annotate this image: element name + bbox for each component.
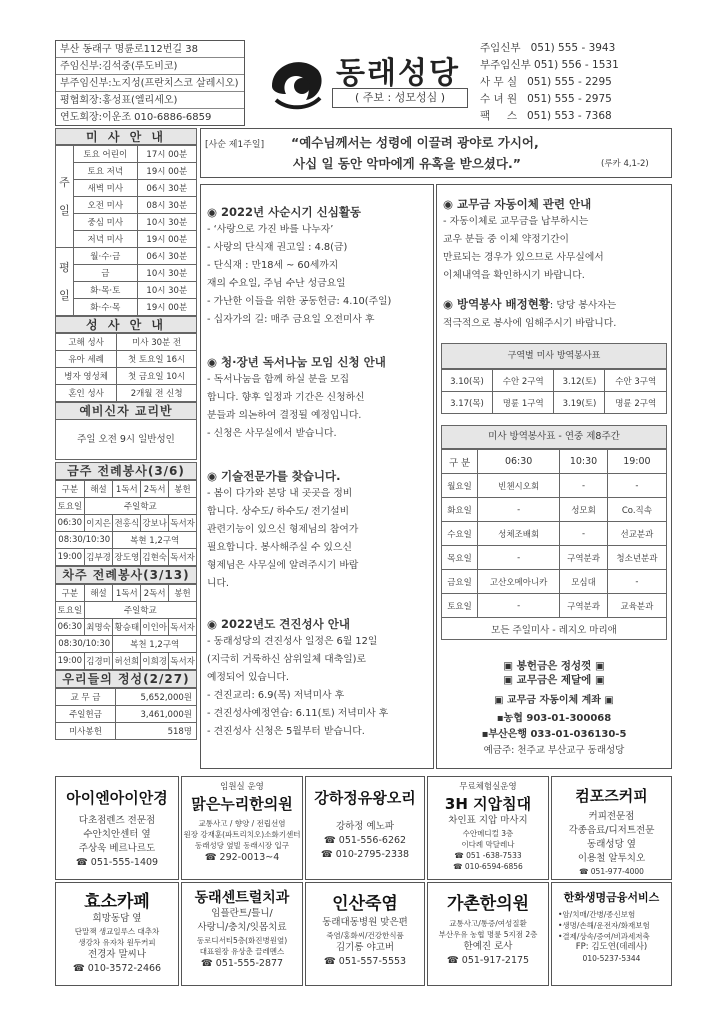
col-head: 구분 (56, 585, 85, 602)
cell: - (607, 570, 666, 594)
devotion-value: 518명 (116, 723, 197, 740)
ad-line: 임플란트/틀니/ (211, 908, 273, 919)
cell: 독서자 (169, 515, 197, 532)
col-head: 해설 (84, 481, 113, 498)
notice-line: 적극적으로 봉사에 임해주시기 바랍니다. (443, 318, 617, 329)
cell: 장도영 (113, 549, 141, 566)
notice-line: - 독서나눔을 함께 하실 분을 모집 (207, 374, 350, 385)
cell: 수안 3구역 (605, 370, 667, 392)
notice-line: 필요합니다. 봉사해주실 수 있으신 (207, 542, 352, 553)
ad-line: 대표원장 유상춘 끌레멘스 (199, 947, 285, 956)
cell: 월요일 (442, 474, 478, 498)
catechumen-title: 예비신자 교리반 (55, 402, 197, 420)
cell: 목요일 (442, 546, 478, 570)
notice-line: - 자동이체로 교무금을 납부하시는 (443, 216, 589, 227)
cell: 3.12(토) (554, 370, 605, 392)
ad-line: 이용철 알투치오 (577, 853, 646, 864)
ad-gachon-clinic (427, 882, 549, 986)
notice-line: - 견진교리: 6.9(목) 저녁미사 후 (207, 690, 345, 701)
mass-time: 19시 00분 (137, 231, 196, 248)
ad-name: 한화생명금융서비스 (563, 891, 660, 904)
ad-phone: ☎ 051-557-5553 (323, 956, 407, 967)
mass-time: 19시 00분 (137, 163, 196, 180)
ad-name: 동래센트럴치과 (194, 890, 290, 906)
cell: 성체조배회 (478, 522, 560, 546)
ad-phone: ☎ 051-977-4000 (579, 867, 644, 876)
cell: 이인아 (141, 619, 169, 636)
col-head: 1독서 (113, 481, 141, 498)
offering-line: ▣ 교무금은 제달에 ▣ (503, 674, 605, 686)
ad-oriental-clinic (181, 776, 303, 880)
address: 부산 동래구 명륜로112번길 38 (56, 41, 244, 58)
col-head: 19:00 (607, 450, 666, 474)
mass-name: 화·목·토 (74, 282, 138, 299)
ad-line: 다초점렌즈 전문점 (78, 815, 156, 826)
cell: 김현숙 (141, 549, 169, 566)
ad-phone: ☎ 051-917-2175 (446, 955, 530, 966)
this-week-title: 금주 전례봉사(3/6) (55, 462, 197, 480)
mass-time: 10시 30분 (137, 282, 196, 299)
cell: - (607, 474, 666, 498)
ad-line: 차인표 지압 마사지 (448, 815, 528, 826)
col-head: 구분 (56, 481, 85, 498)
notice-autopay (443, 195, 671, 285)
mass-name: 토요 어린이 (74, 146, 138, 163)
ad-line: •암/치매/간병/종신보험 (558, 910, 636, 919)
pastor: 주임신부:김석중(루도비코) (56, 58, 244, 75)
notice-line: - 단식재 : 만18세 ~ 60세까지 (207, 260, 339, 271)
cell: 이희경 (141, 653, 169, 670)
ad-name: 인산죽염 (332, 894, 398, 914)
notice-line: 형제님은 사무실에 알려주시기 바랍 (207, 560, 359, 571)
sacrament-name: 유아 세례 (56, 351, 117, 368)
ad-line: 원장 강재훈(파트리치오)소화기센터 (183, 830, 301, 839)
district-schedule (441, 343, 667, 414)
this-week-table (55, 480, 197, 566)
row-label: 08:30/10:30 (56, 532, 113, 549)
notice-line: 니다. (207, 578, 230, 589)
devotion-value: 3,461,000원 (116, 706, 197, 723)
quote-line-1: “예수님께서는 성령에 이끌려 광야로 가시어, (291, 135, 539, 150)
cell: 3.10(목) (442, 370, 493, 392)
cell: 토요일 (442, 594, 478, 618)
sacrament-table (55, 333, 197, 402)
row-label: 토요일 (56, 602, 85, 619)
notice-line: 만료되는 경우가 있으므로 사무실에서 (443, 252, 604, 263)
notice-line: - 십자가의 길: 매주 금요일 오전미사 후 (207, 314, 375, 325)
notice-line: - 동래성당의 견진성사 일정은 6월 12일 (207, 636, 378, 647)
contact-pastor: 주임신부 051) 555 - 3943 (480, 42, 616, 54)
ad-line: 주상욱 베르나르도 (78, 843, 156, 854)
offering-line: ▣ 봉헌금은 정성껏 ▣ (503, 660, 605, 672)
notice-title: ◉ 방역봉사 배정현황 (443, 297, 550, 311)
devotion-label: 미사봉헌 (56, 723, 116, 740)
ad-dental (181, 882, 303, 986)
ad-line: ☎ 010-2795-2338 (320, 849, 410, 860)
mass-time: 08시 30분 (137, 197, 196, 214)
cell: 허선희 (113, 653, 141, 670)
weekday-label: 평 일 (56, 248, 74, 316)
parish-title: 동래성당 (336, 56, 460, 91)
cell: - (478, 594, 560, 618)
row-label: 19:00 (56, 653, 85, 670)
ad-line: ☎ 051-556-6262 (323, 835, 407, 846)
col-head: 06:30 (478, 450, 560, 474)
quote-tag: [사순 제1주일] (205, 140, 265, 150)
ad-phone: ☎ 051-555-2877 (200, 958, 284, 969)
notice-line: 합니다. 향후 일정과 기간은 신청하신 (207, 392, 365, 403)
sacrament-time: 2개월 전 신청 (117, 385, 197, 402)
mass-safety-schedule (441, 425, 667, 640)
cell: 이지은 (84, 515, 113, 532)
ad-line: 동래성당 옆 (587, 839, 636, 850)
contact-fax: 팩 스 051) 553 - 7368 (480, 110, 612, 122)
notice-line: 재의 수요일, 주님 수난 성금요일 (207, 278, 346, 289)
mass-name: 월·수·금 (74, 248, 138, 265)
cell: 명륜 2구역 (605, 392, 667, 414)
row-label: 08:30/10:30 (56, 636, 113, 653)
ad-line: 수안치안센터 옆 (83, 829, 151, 840)
ad-phone: ☎ 010-3572-2466 (72, 963, 162, 974)
ad-insurance (551, 882, 672, 986)
notice-line: - ‘사랑으로 가진 바를 나누자’ (207, 224, 334, 235)
ad-line: ☎ 051 -638-7533 (454, 851, 522, 860)
sunday-label: 주 일 (56, 146, 74, 248)
cell: 주일학교 (84, 602, 196, 619)
sacrament-name: 혼인 성사 (56, 385, 117, 402)
ad-line: 부산우유 농협 명륜 5지점 2층 (438, 930, 538, 939)
patron-label: ( 주보 : 성모성심 ) (332, 88, 468, 108)
cell: 독서자 (169, 653, 197, 670)
cell: 명륜 1구역 (492, 392, 554, 414)
mass-safety-title: 미사 방역봉사표 - 연중 제8주간 (441, 425, 667, 449)
cell: 강보나 (141, 515, 169, 532)
cell: 3.17(목) (442, 392, 493, 414)
mass-time: 19시 00분 (137, 299, 196, 316)
cell: 전홍식 (113, 515, 141, 532)
notice-line: - 봄이 다가와 본당 내 곳곳을 정비 (207, 488, 353, 499)
ad-line: •생명/손해/운전자/화재보험 (558, 921, 650, 930)
notice-title: ◉ 청·장년 독서나눔 모임 신청 안내 (207, 355, 386, 369)
cell: 주일학교 (84, 498, 196, 515)
cell: 수안 2구역 (492, 370, 554, 392)
quote-line-2: 사십 일 동안 악마에게 유혹을 받으셨다.” (293, 156, 521, 171)
cell: 구역분과 (560, 594, 608, 618)
ad-massage-bed (427, 776, 549, 880)
col-head: 구 분 (442, 450, 478, 474)
notice-line: : 당당 봉사자는 (549, 300, 617, 311)
notice-line: - 신청은 사무실에서 받습니다. (207, 428, 337, 439)
catechumen-text: 주일 오전 9시 일반성인 (55, 420, 197, 460)
cell: - (478, 498, 560, 522)
mass-name: 토요 저녁 (74, 163, 138, 180)
cell: 빈첸시오회 (478, 474, 560, 498)
middle-notices (200, 184, 434, 769)
ad-name: 컴포즈커피 (575, 787, 648, 805)
mass-time: 06시 30분 (137, 248, 196, 265)
ad-line: 사랑니/충치/잇몸치료 (197, 922, 287, 933)
cell: 복현 1,2구역 (113, 532, 197, 549)
ad-line: 각종음료/디저트전문 (568, 825, 655, 836)
devotion-label: 주일헌금 (56, 706, 116, 723)
notice-line: - 견진성사예정연습: 6.11(토) 저녁미사 후 (207, 708, 389, 719)
notice-safety (443, 295, 671, 333)
row-label: 06:30 (56, 619, 85, 636)
ad-line: 커피전문점 (588, 811, 635, 822)
mass-title: 미 사 안 내 (55, 128, 197, 145)
notice-tech (207, 467, 433, 593)
cell: 청소년분과 (607, 546, 666, 570)
col-head: 해설 (84, 585, 113, 602)
bank-account: ▪농협 903-01-300068 (496, 713, 612, 724)
notice-line: 합니다. 상수도/ 하수도/ 전기설비 (207, 506, 350, 517)
mass-time: 17시 00분 (137, 146, 196, 163)
cell: 독서자 (169, 549, 197, 566)
mass-table (55, 145, 197, 316)
ad-name: 효소카페 (84, 892, 150, 912)
quote-ref: (루카 4,1-2) (601, 159, 649, 169)
notice-line: 관련기능이 있으신 형제님의 참여가 (207, 524, 359, 535)
ad-line: 단말잭 생교일루스 대추차 (74, 927, 160, 936)
cell: Co.직속 (607, 498, 666, 522)
ad-line: 동래성당 옆빌 동래시장 입구 (194, 841, 290, 850)
gospel-quote-box (200, 128, 672, 178)
notice-title: ◉ 2022년 사순시기 신심활동 (207, 205, 362, 219)
next-week-title: 차주 전례봉사(3/13) (55, 566, 197, 584)
notice-line: 예정되어 있습니다. (207, 672, 289, 683)
contact-associate: 부주임신부 051) 556 - 1531 (480, 59, 619, 71)
sacrament-name: 병자 영성체 (56, 368, 117, 385)
ad-name: 3H 지압침대 (444, 795, 532, 813)
mass-name: 화·수·목 (74, 299, 138, 316)
header-info-left (55, 40, 245, 126)
col-head: 봉헌 (169, 585, 197, 602)
bank-account: ▪부산은행 033-01-036130-5 (481, 729, 627, 740)
ad-line: 희망동담 옆 (92, 913, 142, 924)
associate-pastor: 부주임신부:노지성(프란치스코 살레시오) (56, 75, 244, 92)
right-notices (436, 184, 672, 769)
col-head: 10:30 (560, 450, 608, 474)
ad-bamboo-salt (305, 882, 425, 986)
cell: 황승태 (113, 619, 141, 636)
notice-line: - 사랑의 단식재 권고일 : 4.8(금) (207, 242, 348, 253)
header-contacts (480, 40, 680, 125)
cell: 선교분과 (607, 522, 666, 546)
ad-phone: ☎ 051-555-1409 (75, 857, 159, 868)
cell: 김경미 (84, 653, 113, 670)
cell: 화요일 (442, 498, 478, 522)
ad-line: 동래대동병원 맞은편 (322, 917, 408, 928)
mass-name: 금 (74, 265, 138, 282)
row-label: 토요일 (56, 498, 85, 515)
notice-line: 이체내역을 확인하시기 바랍니다. (443, 270, 585, 281)
mass-name: 새벽 미사 (74, 180, 138, 197)
cell: 모심대 (560, 570, 608, 594)
offering-box (437, 659, 671, 759)
left-column (55, 128, 197, 740)
row-label: 06:30 (56, 515, 85, 532)
mass-time: 06시 30분 (137, 180, 196, 197)
ad-phone: 010-5237-5344 (582, 954, 641, 963)
ad-name: 강하정유왕오리 (314, 789, 416, 807)
devotion-table (55, 688, 197, 740)
notice-title: ◉ 교무금 자동이체 관련 안내 (443, 197, 592, 211)
contact-office: 사 무 실 051) 555 - 2295 (480, 76, 612, 88)
parish-logo (262, 46, 332, 116)
contact-convent: 수 녀 원 051) 555 - 2975 (480, 93, 612, 105)
ad-name: 아이엔아이안경 (66, 789, 168, 807)
ad-line: 한예진 로사 (463, 941, 513, 952)
notice-lent (207, 203, 433, 329)
cell: 고산오메아니카 (478, 570, 560, 594)
cell: 구역분과 (560, 546, 608, 570)
sacrament-name: 고해 성사 (56, 334, 117, 351)
ad-line: 전경자 말씨나 (87, 949, 147, 960)
cell: 성모회 (560, 498, 608, 522)
cell: - (478, 546, 560, 570)
ad-line: 김기롱 야고버 (335, 942, 395, 953)
col-head: 봉헌 (169, 481, 197, 498)
mass-name: 중심 미사 (74, 214, 138, 231)
ad-phone: ☎ 292-0013~4 (204, 852, 280, 863)
cell: 금요일 (442, 570, 478, 594)
notice-reading (207, 353, 433, 443)
cell: 최명숙 (84, 619, 113, 636)
cell: - (560, 522, 608, 546)
col-head: 2독서 (141, 585, 169, 602)
row-label: 19:00 (56, 549, 85, 566)
notice-confirmation (207, 615, 433, 741)
ad-tag: 무료체험실운영 (459, 782, 517, 792)
account-holder: 예금주: 천주교 부산교구 동래성당 (483, 745, 625, 756)
col-head: 2독서 (141, 481, 169, 498)
offering-line: ▣ 교무금 자동이체 계좌 ▣ (494, 695, 614, 706)
district-title: 구역별 미사 방역봉사표 (441, 343, 667, 369)
ad-line: 이다례 막달레나 (461, 840, 515, 849)
council-president: 평협회장:홍성표(엘리세오) (56, 92, 244, 109)
ad-tag: 임원실 운영 (220, 782, 264, 792)
ad-line: FP: 김도연(데레사) (575, 942, 648, 952)
cell: 김부경 (84, 549, 113, 566)
cell: 모든 주일미사 - 레지오 마리애 (442, 618, 667, 640)
sacrament-time: 미사 30분 전 (117, 334, 197, 351)
cell: 복천 1,2구역 (113, 636, 197, 653)
mass-time: 10시 30분 (137, 214, 196, 231)
cell: 독서자 (169, 619, 197, 636)
sacrament-time: 첫 토요일 16시 (117, 351, 197, 368)
ad-line: •결제/상속/증여/비과세저축 (558, 932, 650, 941)
next-week-table (55, 584, 197, 670)
ad-glasses (55, 776, 179, 880)
notice-line: - 견진성사 신청은 5월부터 받습니다. (207, 726, 365, 737)
mass-name: 저녁 미사 (74, 231, 138, 248)
notice-line: (지극히 거룩하신 삼위일체 대축일)로 (207, 654, 366, 665)
mass-name: 오전 미사 (74, 197, 138, 214)
cell: 수요일 (442, 522, 478, 546)
col-head: 1독서 (113, 585, 141, 602)
cell: - (560, 474, 608, 498)
ad-line: 생강차 유자차 원두커피 (78, 938, 156, 947)
cell: 3.19(토) (554, 392, 605, 414)
ad-duck-restaurant (305, 776, 425, 880)
ad-line: 죽염/홍화씨/건강한식품 (326, 931, 404, 940)
notice-title: ◉ 2022년도 견진성사 안내 (207, 617, 350, 631)
ad-line: 교통사고/통증/여성질환 (449, 919, 527, 928)
devotion-value: 5,652,000원 (116, 689, 197, 706)
cell: 교육분과 (607, 594, 666, 618)
notice-title: ◉ 기술전문가를 찾습니다. (207, 469, 341, 483)
ad-line: 수안메디컬 3층 (462, 829, 514, 838)
ad-name: 맑은누리한의원 (191, 795, 293, 813)
ad-line: 강하정 예노파 (335, 821, 395, 832)
devotion-label: 교 무 금 (56, 689, 116, 706)
notice-line: - 가난한 이들을 위한 공동헌금: 4.10(주일) (207, 296, 392, 307)
ad-line: 동로디서티5층(화진병원옆) (196, 936, 288, 945)
sacrament-time: 첫 금요일 10시 (117, 368, 197, 385)
notice-line: 분들과 의논하여 결정될 예정입니다. (207, 410, 362, 421)
ad-enzyme-cafe (55, 882, 179, 986)
ad-name: 가촌한의원 (446, 894, 530, 914)
yeondo-president: 연도회장:이운조 010-6886-6859 (60, 112, 212, 123)
notice-line: 교우 분들 중 이체 약정기간이 (443, 234, 570, 245)
ad-line: ☎ 010-6594-6856 (453, 862, 523, 871)
devotion-title: 우리들의 정성(2/27) (55, 670, 197, 688)
ad-coffee (551, 776, 672, 880)
mass-time: 10시 30분 (137, 265, 196, 282)
sacrament-title: 성 사 안 내 (55, 316, 197, 333)
ad-line: 교통사고 / 향양 / 전립선염 (198, 819, 286, 828)
